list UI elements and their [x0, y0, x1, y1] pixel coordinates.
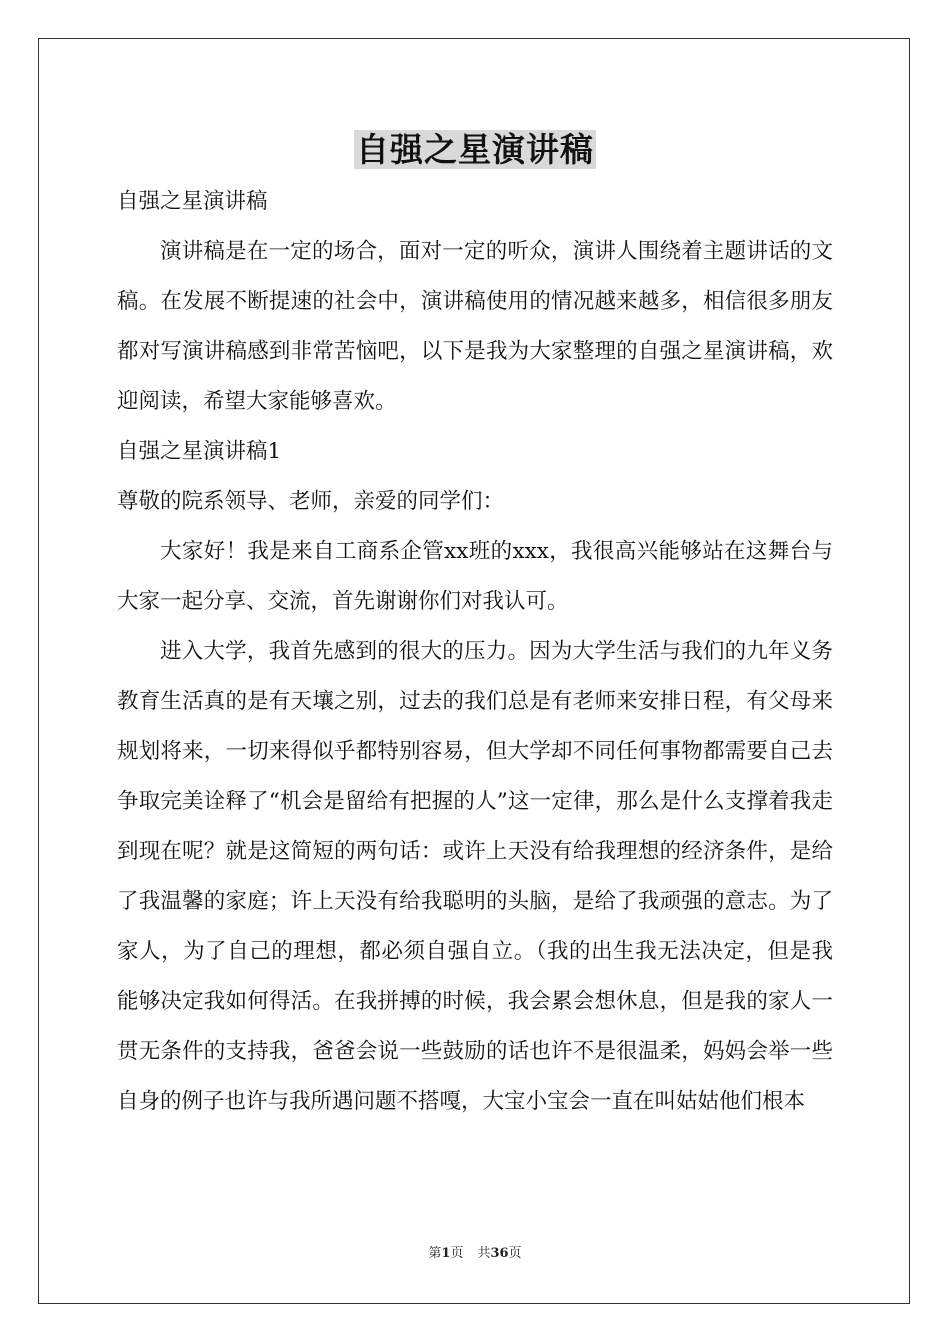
body-paragraph: 自强之星演讲稿1	[117, 439, 282, 464]
footer-page-prefix: 第	[428, 1246, 442, 1261]
footer-total-suffix: 页	[508, 1246, 522, 1261]
footer-total-prefix: 共	[477, 1246, 491, 1261]
body-paragraph: 尊敬的院系领导、老师，亲爱的同学们：	[117, 489, 505, 514]
body-paragraph: 自强之星演讲稿	[117, 189, 268, 214]
document-title	[0, 128, 950, 172]
page-footer	[0, 1244, 950, 1264]
body-paragraph: 大家好！我是来自工商系企管xx班的xxx，我很高兴能够站在这舞台与大家一起分享、交流，首先谢谢你们对我认可。	[117, 539, 833, 614]
body-paragraph: 进入大学，我首先感到的很大的压力。因为大学生活与我们的九年义务教育生活真的是有天壤之别，过去的我们总是有老师来安排日程，有父母来规划将来，一切来得似乎都特别容易，但大学却不同任何事物都需要自己去争取完美诠释了“机会是留给有把握的人”这一定律，那么是什么支撑着我走到现在呢？就是这简短的两句话：或许上天没有给我理想的经济条件，是给了我温馨的家庭；许上天没有给我聪明的头脑，是给了我顽强的意志。为了家人，为了自己的理想，都必须自强自立。（我的出生我无法决定，但是我能够决定我如何得活。在我拼搏的时候，我会累会想休息，但是我的家人一贯无条件的支持我，爸爸会说一些鼓励的话也许不是很温柔，妈妈会举一些自身的例子也许与我所遇问题不搭嘎，大宝小宝会一直在叫姑姑他们根本	[117, 639, 833, 1114]
body-paragraph: 演讲稿是在一定的场合，面对一定的听众，演讲人围绕着主题讲话的文稿。在发展不断提速的社会中，演讲稿使用的情况越来越多，相信很多朋友都对写演讲稿感到非常苦恼吧，以下是我为大家整理的自强之星演讲稿，欢迎阅读，希望大家能够喜欢。	[117, 239, 833, 414]
footer-page-suffix: 页	[450, 1246, 464, 1261]
document-body	[117, 177, 833, 1127]
footer-page-number: 1	[441, 1246, 451, 1261]
footer-total-pages: 36	[490, 1246, 509, 1261]
document-title-text: 自强之星演讲稿	[356, 130, 594, 169]
